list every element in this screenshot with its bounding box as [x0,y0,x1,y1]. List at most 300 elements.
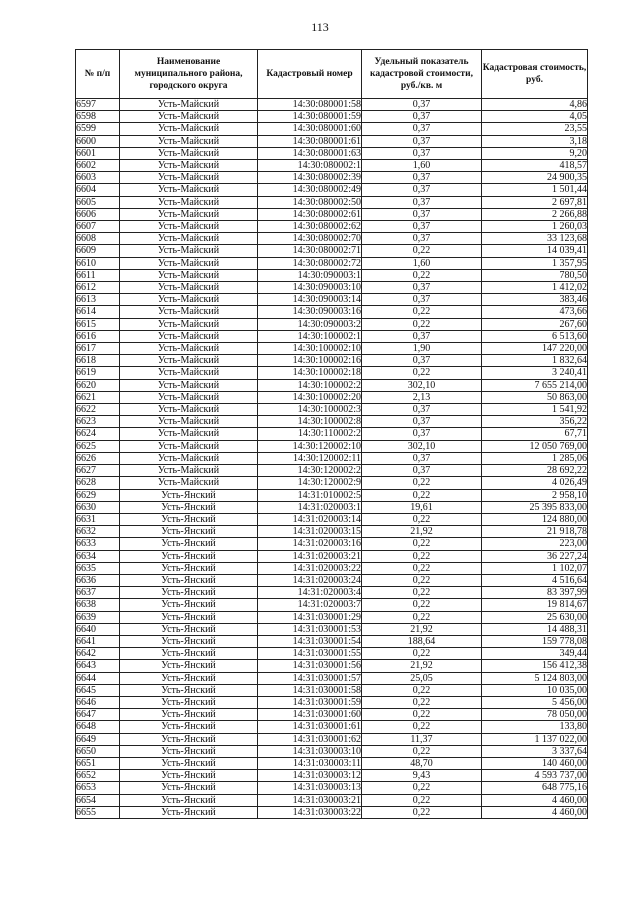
unit-rate: 0,22 [362,806,482,818]
table-row [76,221,588,233]
row-number: 6633 [76,538,120,550]
district-name: Усть-Майский [120,135,258,147]
table-row [76,147,588,159]
cadastral-value: 4,86 [482,99,588,111]
row-number: 6650 [76,745,120,757]
unit-rate: 0,22 [362,477,482,489]
cadastral-value: 25 395 833,00 [482,501,588,513]
district-name: Усть-Майский [120,477,258,489]
unit-rate: 0,22 [362,306,482,318]
cadastral-number: 14:31:030001:57 [258,672,362,684]
cadastral-number: 14:30:090003:16 [258,306,362,318]
district-name: Усть-Янский [120,660,258,672]
district-name: Усть-Майский [120,99,258,111]
cadastral-number: 14:31:030001:56 [258,660,362,672]
cadastral-value: 4 460,00 [482,794,588,806]
table-row [76,465,588,477]
cadastral-number: 14:31:030001:62 [258,733,362,745]
table-row [76,257,588,269]
row-number: 6642 [76,648,120,660]
table-row [76,391,588,403]
row-number: 6627 [76,465,120,477]
cadastral-value: 67,71 [482,428,588,440]
district-name: Усть-Янский [120,806,258,818]
cadastral-number: 14:31:020003:14 [258,513,362,525]
row-number: 6602 [76,160,120,172]
district-name: Усть-Майский [120,269,258,281]
row-number: 6652 [76,770,120,782]
unit-rate: 0,22 [362,721,482,733]
cadastral-value: 124 880,00 [482,513,588,525]
cadastral-number: 14:30:080002:1 [258,160,362,172]
district-name: Усть-Майский [120,330,258,342]
unit-rate: 0,22 [362,550,482,562]
unit-rate: 0,37 [362,208,482,220]
row-number: 6608 [76,233,120,245]
table-row [76,208,588,220]
cadastral-value: 1 832,64 [482,355,588,367]
row-number: 6637 [76,587,120,599]
row-number: 6625 [76,440,120,452]
district-name: Усть-Янский [120,672,258,684]
table-row [76,135,588,147]
cadastral-value: 24 900,35 [482,172,588,184]
cadastral-value: 3 337,64 [482,745,588,757]
table-row [76,111,588,123]
cadastral-value: 383,46 [482,294,588,306]
table-row [76,538,588,550]
district-name: Усть-Янский [120,721,258,733]
cadastral-number: 14:30:100002:18 [258,367,362,379]
header-cadastral-value: Кадастровая стоимость, руб. [482,50,588,99]
district-name: Усть-Янский [120,574,258,586]
table-row [76,477,588,489]
cadastral-number: 14:31:030001:58 [258,684,362,696]
district-name: Усть-Янский [120,794,258,806]
cadastral-value: 159 778,08 [482,635,588,647]
unit-rate: 302,10 [362,379,482,391]
cadastral-value: 25 630,00 [482,611,588,623]
unit-rate: 302,10 [362,440,482,452]
table-row [76,184,588,196]
table-row [76,416,588,428]
row-number: 6654 [76,794,120,806]
table-row [76,574,588,586]
unit-rate: 21,92 [362,526,482,538]
cadastral-number: 14:30:090003:1 [258,269,362,281]
district-name: Усть-Янский [120,550,258,562]
row-number: 6643 [76,660,120,672]
unit-rate: 0,37 [362,355,482,367]
table-row [76,196,588,208]
cadastral-number: 14:31:030001:53 [258,623,362,635]
table-row [76,709,588,721]
table-row [76,623,588,635]
cadastral-number: 14:30:100002:2 [258,379,362,391]
row-number: 6619 [76,367,120,379]
cadastral-number: 14:30:080002:71 [258,245,362,257]
row-number: 6639 [76,611,120,623]
table-row [76,233,588,245]
row-number: 6618 [76,355,120,367]
row-number: 6617 [76,343,120,355]
row-number: 6646 [76,696,120,708]
unit-rate: 0,37 [362,465,482,477]
table-row [76,343,588,355]
district-name: Усть-Янский [120,648,258,660]
cadastral-value: 1 260,03 [482,221,588,233]
row-number: 6598 [76,111,120,123]
table-row [76,660,588,672]
cadastral-value: 10 035,00 [482,684,588,696]
row-number: 6632 [76,526,120,538]
table-row [76,318,588,330]
row-number: 6635 [76,562,120,574]
unit-rate: 0,37 [362,184,482,196]
unit-rate: 0,22 [362,684,482,696]
cadastral-number: 14:30:080001:61 [258,135,362,147]
cadastral-number: 14:30:080002:50 [258,196,362,208]
unit-rate: 0,22 [362,562,482,574]
row-number: 6630 [76,501,120,513]
table-row [76,635,588,647]
district-name: Усть-Янский [120,684,258,696]
cadastral-number: 14:30:100002:1 [258,330,362,342]
cadastral-number: 14:30:080002:61 [258,208,362,220]
unit-rate: 0,37 [362,452,482,464]
table-row [76,733,588,745]
cadastral-number: 14:30:120002:9 [258,477,362,489]
unit-rate: 0,22 [362,318,482,330]
cadastral-value: 2 697,81 [482,196,588,208]
cadastral-value: 14 039,41 [482,245,588,257]
cadastral-number: 14:31:020003:7 [258,599,362,611]
unit-rate: 0,22 [362,574,482,586]
cadastral-value: 4 460,00 [482,806,588,818]
row-number: 6636 [76,574,120,586]
header-cadastral-number: Кадастровый номер [258,50,362,99]
cadastral-value: 6 513,60 [482,330,588,342]
cadastral-number: 14:31:030003:10 [258,745,362,757]
cadastral-value: 1 285,06 [482,452,588,464]
district-name: Усть-Майский [120,257,258,269]
row-number: 6611 [76,269,120,281]
row-number: 6621 [76,391,120,403]
row-number: 6651 [76,757,120,769]
district-name: Усть-Майский [120,172,258,184]
row-number: 6628 [76,477,120,489]
district-name: Усть-Янский [120,770,258,782]
cadastral-number: 14:31:030001:61 [258,721,362,733]
cadastral-number: 14:30:080001:60 [258,123,362,135]
district-name: Усть-Майский [120,355,258,367]
cadastral-number: 14:30:100002:8 [258,416,362,428]
cadastral-value: 780,50 [482,269,588,281]
unit-rate: 0,22 [362,611,482,623]
table-row [76,294,588,306]
cadastral-value: 4 026,49 [482,477,588,489]
table-row [76,306,588,318]
cadastral-value: 12 050 769,00 [482,440,588,452]
unit-rate: 0,37 [362,172,482,184]
cadastral-value: 36 227,24 [482,550,588,562]
table-row [76,501,588,513]
cadastral-number: 14:31:030001:54 [258,635,362,647]
district-name: Усть-Янский [120,562,258,574]
district-name: Усть-Янский [120,526,258,538]
unit-rate: 0,37 [362,221,482,233]
header-row-number: № п/п [76,50,120,99]
cadastral-value: 50 863,00 [482,391,588,403]
row-number: 6601 [76,147,120,159]
row-number: 6597 [76,99,120,111]
row-number: 6644 [76,672,120,684]
cadastral-value: 23,55 [482,123,588,135]
row-number: 6620 [76,379,120,391]
table-row [76,648,588,660]
unit-rate: 21,92 [362,660,482,672]
table-row [76,404,588,416]
unit-rate: 19,61 [362,501,482,513]
district-name: Усть-Янский [120,587,258,599]
unit-rate: 0,22 [362,367,482,379]
cadastral-value: 1 541,92 [482,404,588,416]
unit-rate: 0,22 [362,538,482,550]
cadastral-value: 78 050,00 [482,709,588,721]
row-number: 6634 [76,550,120,562]
cadastral-number: 14:30:100002:10 [258,343,362,355]
district-name: Усть-Майский [120,111,258,123]
unit-rate: 0,22 [362,782,482,794]
table-row [76,355,588,367]
cadastral-number: 14:30:110002:2 [258,428,362,440]
cadastral-value-table [75,49,588,819]
cadastral-number: 14:31:020003:15 [258,526,362,538]
cadastral-value: 473,66 [482,306,588,318]
cadastral-value: 147 220,00 [482,343,588,355]
district-name: Усть-Майский [120,367,258,379]
district-name: Усть-Янский [120,599,258,611]
district-name: Усть-Майский [120,465,258,477]
cadastral-number: 14:30:080002:49 [258,184,362,196]
table-row [76,782,588,794]
district-name: Усть-Янский [120,745,258,757]
unit-rate: 0,37 [362,123,482,135]
row-number: 6615 [76,318,120,330]
cadastral-value: 3 240,41 [482,367,588,379]
table-header-row [76,50,588,99]
district-name: Усть-Майский [120,318,258,330]
table-row [76,806,588,818]
row-number: 6623 [76,416,120,428]
cadastral-number: 14:30:090003:10 [258,282,362,294]
cadastral-number: 14:30:080002:62 [258,221,362,233]
district-name: Усть-Майский [120,404,258,416]
district-name: Усть-Майский [120,160,258,172]
row-number: 6645 [76,684,120,696]
cadastral-value: 1 357,95 [482,257,588,269]
row-number: 6629 [76,489,120,501]
cadastral-number: 14:30:100002:16 [258,355,362,367]
table-row [76,123,588,135]
table-row [76,684,588,696]
district-name: Усть-Майский [120,123,258,135]
table-row [76,440,588,452]
row-number: 6648 [76,721,120,733]
table-row [76,172,588,184]
header-district: Наименование муниципального района, городского округа [120,50,258,99]
row-number: 6649 [76,733,120,745]
row-number: 6616 [76,330,120,342]
district-name: Усть-Майский [120,196,258,208]
cadastral-number: 14:31:030003:12 [258,770,362,782]
cadastral-value: 133,80 [482,721,588,733]
table-row [76,99,588,111]
cadastral-number: 14:30:080002:39 [258,172,362,184]
table-row [76,696,588,708]
cadastral-value: 83 397,99 [482,587,588,599]
cadastral-value: 14 488,31 [482,623,588,635]
table-row [76,526,588,538]
cadastral-value: 156 412,38 [482,660,588,672]
cadastral-number: 14:31:020003:24 [258,574,362,586]
unit-rate: 0,37 [362,282,482,294]
unit-rate: 0,37 [362,111,482,123]
district-name: Усть-Майский [120,416,258,428]
cadastral-value: 267,60 [482,318,588,330]
district-name: Усть-Янский [120,623,258,635]
row-number: 6609 [76,245,120,257]
cadastral-value: 1 137 022,00 [482,733,588,745]
cadastral-value: 33 123,68 [482,233,588,245]
district-name: Усть-Майский [120,391,258,403]
cadastral-number: 14:30:080002:72 [258,257,362,269]
district-name: Усть-Майский [120,294,258,306]
cadastral-number: 14:31:030003:21 [258,794,362,806]
table-row [76,160,588,172]
cadastral-value: 9,20 [482,147,588,159]
district-name: Усть-Янский [120,709,258,721]
table-row [76,428,588,440]
unit-rate: 1,90 [362,343,482,355]
cadastral-number: 14:31:030001:29 [258,611,362,623]
cadastral-value: 356,22 [482,416,588,428]
table-row [76,330,588,342]
unit-rate: 0,37 [362,416,482,428]
cadastral-value: 223,00 [482,538,588,550]
district-name: Усть-Янский [120,696,258,708]
unit-rate: 0,22 [362,245,482,257]
district-name: Усть-Янский [120,501,258,513]
district-name: Усть-Янский [120,635,258,647]
district-name: Усть-Майский [120,306,258,318]
cadastral-number: 14:30:120002:10 [258,440,362,452]
cadastral-value: 28 692,22 [482,465,588,477]
unit-rate: 1,60 [362,160,482,172]
cadastral-value: 1 412,02 [482,282,588,294]
district-name: Усть-Янский [120,611,258,623]
cadastral-number: 14:31:020003:4 [258,587,362,599]
cadastral-number: 14:31:020003:1 [258,501,362,513]
unit-rate: 0,22 [362,489,482,501]
cadastral-number: 14:31:030001:55 [258,648,362,660]
cadastral-value: 418,57 [482,160,588,172]
district-name: Усть-Янский [120,733,258,745]
cadastral-value: 140 460,00 [482,757,588,769]
district-name: Усть-Майский [120,208,258,220]
district-name: Усть-Майский [120,221,258,233]
cadastral-number: 14:31:020003:22 [258,562,362,574]
cadastral-value: 21 918,78 [482,526,588,538]
unit-rate: 0,22 [362,587,482,599]
district-name: Усть-Майский [120,428,258,440]
table-row [76,794,588,806]
cadastral-number: 14:31:020003:21 [258,550,362,562]
row-number: 6655 [76,806,120,818]
unit-rate: 21,92 [362,623,482,635]
cadastral-value: 1 102,07 [482,562,588,574]
unit-rate: 0,37 [362,233,482,245]
cadastral-value: 5 456,00 [482,696,588,708]
row-number: 6613 [76,294,120,306]
page-number: 113 [311,20,329,34]
district-name: Усть-Майский [120,379,258,391]
district-name: Усть-Майский [120,440,258,452]
unit-rate: 0,37 [362,196,482,208]
table-row [76,599,588,611]
row-number: 6624 [76,428,120,440]
unit-rate: 0,37 [362,147,482,159]
cadastral-number: 14:30:100002:3 [258,404,362,416]
unit-rate: 0,22 [362,696,482,708]
table-row [76,757,588,769]
row-number: 6603 [76,172,120,184]
unit-rate: 9,43 [362,770,482,782]
unit-rate: 0,22 [362,745,482,757]
cadastral-number: 14:30:090003:2 [258,318,362,330]
table-row [76,770,588,782]
district-name: Усть-Майский [120,147,258,159]
table-row [76,452,588,464]
table-row [76,587,588,599]
row-number: 6640 [76,623,120,635]
cadastral-number: 14:30:080001:63 [258,147,362,159]
unit-rate: 0,37 [362,99,482,111]
unit-rate: 0,37 [362,294,482,306]
district-name: Усть-Майский [120,452,258,464]
table-row [76,562,588,574]
district-name: Усть-Янский [120,757,258,769]
unit-rate: 0,22 [362,269,482,281]
cadastral-value: 19 814,67 [482,599,588,611]
row-number: 6604 [76,184,120,196]
cadastral-number: 14:30:090003:14 [258,294,362,306]
row-number: 6605 [76,196,120,208]
row-number: 6631 [76,513,120,525]
row-number: 6622 [76,404,120,416]
cadastral-number: 14:30:080001:59 [258,111,362,123]
row-number: 6638 [76,599,120,611]
row-number: 6647 [76,709,120,721]
table-row [76,721,588,733]
cadastral-number: 14:31:030001:59 [258,696,362,708]
table-row [76,550,588,562]
table-row [76,489,588,501]
cadastral-number: 14:30:080002:70 [258,233,362,245]
district-name: Усть-Майский [120,343,258,355]
cadastral-value: 648 775,16 [482,782,588,794]
table-row [76,379,588,391]
